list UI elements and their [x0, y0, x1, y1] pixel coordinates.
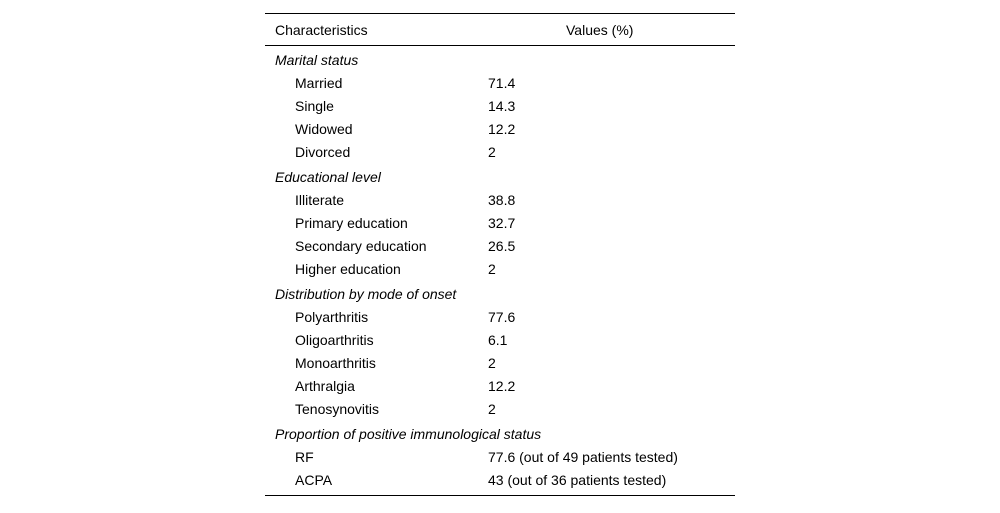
row-value: 26.5: [488, 238, 516, 254]
table-row: [265, 235, 735, 258]
table-row: [265, 258, 735, 281]
table-row: [265, 141, 735, 164]
row-value: 2: [488, 401, 496, 417]
row-value: 2: [488, 355, 496, 371]
row-label: Polyarthritis: [295, 309, 369, 325]
table-row: [265, 352, 735, 375]
table-row: [265, 375, 735, 398]
table-header-row: [265, 14, 735, 46]
table-body: [265, 46, 735, 495]
row-label: Monoarthritis: [295, 355, 376, 371]
section-title-immunological-status: Proportion of positive immunological status: [275, 426, 542, 442]
row-label: Higher education: [295, 261, 401, 277]
column-header-values: Values (%): [566, 21, 634, 38]
row-value: 77.6: [488, 309, 516, 325]
row-value: 6.1: [488, 332, 508, 348]
row-label: Single: [295, 98, 334, 114]
table-row: [265, 306, 735, 329]
row-value: 12.2: [488, 121, 516, 137]
row-label: Married: [295, 75, 343, 91]
characteristics-table: [265, 13, 735, 496]
section-title-mode-of-onset: Distribution by mode of onset: [275, 286, 457, 302]
row-value: 71.4: [488, 75, 516, 91]
row-label: Secondary education: [295, 238, 427, 254]
column-header-characteristics: Characteristics: [275, 21, 368, 38]
row-value: 12.2: [488, 378, 516, 394]
row-label: Tenosynovitis: [295, 401, 380, 417]
table-row: [265, 398, 735, 421]
row-value: 43 (out of 36 patients tested): [488, 472, 667, 488]
table-row: [265, 446, 735, 469]
row-label: Arthralgia: [295, 378, 355, 394]
row-label: ACPA: [295, 472, 333, 488]
row-value: 77.6 (out of 49 patients tested): [488, 449, 678, 465]
row-label: Divorced: [295, 144, 351, 160]
table-row: [265, 469, 735, 492]
row-label: RF: [295, 449, 314, 465]
row-value: 14.3: [488, 98, 516, 114]
row-value: 38.8: [488, 192, 516, 208]
row-label: Oligoarthritis: [295, 332, 374, 348]
row-value: 2: [488, 144, 496, 160]
row-label: Widowed: [295, 121, 353, 137]
table-row: [265, 329, 735, 352]
row-label: Illiterate: [295, 192, 345, 208]
section-title-educational-level: Educational level: [275, 169, 381, 185]
row-value: 32.7: [488, 215, 516, 231]
table-row: [265, 95, 735, 118]
row-value: 2: [488, 261, 496, 277]
table-row: [265, 72, 735, 95]
section-title-marital-status: Marital status: [275, 52, 359, 68]
table-row: [265, 212, 735, 235]
table-row: [265, 118, 735, 141]
row-label: Primary education: [295, 215, 408, 231]
table-row: [265, 189, 735, 212]
